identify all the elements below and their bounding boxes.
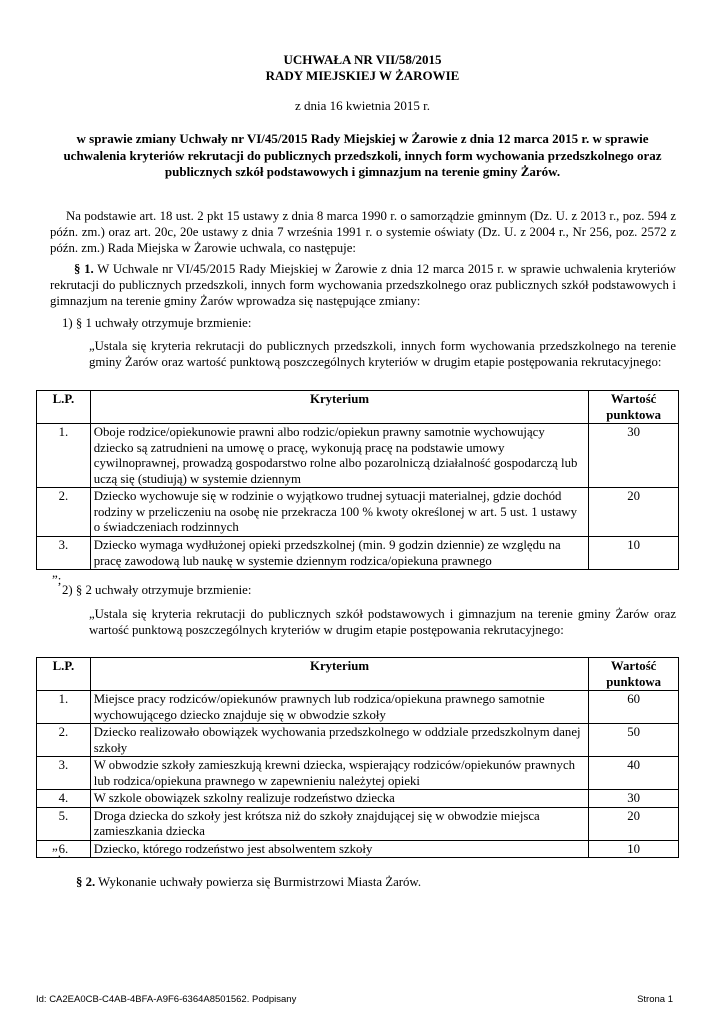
table-header-row [37, 658, 679, 691]
resolution-subject: w sprawie zmiany Uchwały nr VI/45/2015 Rady Miejskiej w Żarowie z dnia 12 marca 2015 r. w sprawie uchwalenia kryteriów rekrutacji do publicznych przedszkoli, innych form wychowania przedszkolnego oraz publicznych szkół podstawowych i gimnazjum na terenie gminy Żarów. [63, 131, 662, 179]
col-header-lp: L.P. [37, 391, 91, 424]
row-value: 10 [589, 537, 679, 570]
col-header-value [589, 391, 679, 424]
criteria-table-preschool [36, 390, 679, 570]
section-1-text: W Uchwale nr VI/45/2015 Rady Miejskiej w Żarowie z dnia 12 marca 2015 r. w sprawie uchwalenia kryteriów rekrutacji do publicznych przedszkoli, innych form wychowania przedszkolnego oraz publicznych szkół podstawowych i gimnazjum na terenie gminy Żarów wprowadza się następujące zmiany: [50, 262, 676, 308]
amendment-quote-2: „Ustala się kryteria rekrutacji do publicznych szkół podstawowych i gimnazjum na terenie gminy Żarów oraz wartość punktową poszczególnych kryteriów w drugim etapie postępowania rekrutacyjnego: [89, 607, 676, 637]
row-lp: 6. [37, 840, 91, 858]
row-lp: 1. [37, 691, 91, 724]
amendment-item-2: 2) § 2 uchwały otrzymuje brzmienie: [62, 583, 252, 597]
row-criterion: Dziecko wychowuje się w rodzinie o wyjątkowo trudnej sytuacji materialnej, gdzie dochód rodziny w przeliczeniu na osobę nie przekracza 100 % kwoty określonej w art. 5 ust. 1 ustawy o świadczeniach rodzinnych [90, 488, 588, 537]
row-lp: 1. [37, 424, 91, 488]
col-header-lp: L.P. [37, 658, 91, 691]
col-header-value-line1: Wartość [610, 659, 657, 673]
row-criterion: Dziecko realizowało obowiązek wychowania przedszkolnego w oddziale przedszkolnym danej szkoły [90, 724, 588, 757]
title-line-1: UCHWAŁA NR VII/58/2015 [283, 52, 442, 67]
row-value: 20 [589, 488, 679, 537]
row-lp: 5. [37, 807, 91, 840]
table-row [37, 691, 679, 724]
title-line-2: RADY MIEJSKIEJ W ŻAROWIE [265, 68, 460, 83]
col-header-value [589, 658, 679, 691]
section-1-paragraph [50, 261, 676, 309]
row-criterion: Droga dziecka do szkoły jest krótsza niż do szkoły znajdującej się w obwodzie miejsca zamieszkania dziecka [90, 807, 588, 840]
col-header-criterion: Kryterium [90, 658, 588, 691]
row-lp: 4. [37, 790, 91, 808]
row-lp: 2. [37, 724, 91, 757]
row-criterion: Oboje rodzice/opiekunowie prawni albo rodzic/opiekun prawny samotnie wychowujący dziecko są zatrudnieni na umowę o pracę, wykonują pracę na podstawie umowy cywilnoprawnej, prowadzą gospodarstwo rolne albo pozarolniczą działalność gospodarczą lub uczą się (studiują) w systemie dziennym [90, 424, 588, 488]
amendment-quote-1: „Ustala się kryteria rekrutacji do publicznych przedszkoli, innych form wychowania przedszkolnego na terenie gminy Żarów oraz wartość punktową poszczególnych kryteriów w drugim etapie postępowania rekrutacyjnego: [89, 339, 676, 369]
table-row [37, 790, 679, 808]
row-lp: 2. [37, 488, 91, 537]
row-lp: 3. [37, 757, 91, 790]
row-value: 20 [589, 807, 679, 840]
col-header-value-line2: punktowa [606, 674, 662, 689]
section-1-label: § 1. [74, 262, 94, 276]
criteria-table-school [36, 657, 679, 858]
table-row [37, 724, 679, 757]
col-header-value-line2: punktowa [606, 407, 662, 422]
legal-basis-paragraph: Na podstawie art. 18 ust. 2 pkt 15 ustawy z dnia 8 marca 1990 r. o samorządzie gminnym (Dz. U. z 2013 r., poz. 594 z późn. zm.) oraz art. 20c, 20e ustawy z dnia 7 września 1991 r. o systemie oświaty (Dz. U. z 2004 r., Nr 256, poz. 2572 z późn. zm.) Rada Miejska w Żarowie uchwala, co następuje: [50, 209, 676, 255]
row-criterion: Dziecko wymaga wydłużonej opieki przedszkolnej (min. 9 godzin dziennie) ze względu na pracę zawodową lub naukę w systemie dziennym rodzica/opiekuna prawnego [90, 537, 588, 570]
row-value: 50 [589, 724, 679, 757]
row-value: 30 [589, 424, 679, 488]
resolution-title [0, 52, 725, 84]
col-header-value-line1: Wartość [610, 392, 657, 406]
section-2-paragraph [76, 874, 421, 890]
amendment-item-1: 1) § 1 uchwały otrzymuje brzmienie: [62, 316, 252, 330]
table-row [37, 807, 679, 840]
row-value: 40 [589, 757, 679, 790]
section-2-label: § 2. [76, 875, 96, 889]
table-row [37, 488, 679, 537]
row-lp: 3. [37, 537, 91, 570]
footer-page-number: Strona 1 [637, 994, 673, 1005]
row-criterion: Miejsce pracy rodziców/opiekunów prawnych lub rodzica/opiekuna prawnego samotnie wychowującego dziecko znajduje się w obwodzie szkoły [90, 691, 588, 724]
closing-quote-1: ”; [52, 572, 62, 587]
table-row [37, 840, 679, 858]
row-criterion: W obwodzie szkoły zamieszkują krewni dziecka, wspierający rodziców/opiekunów prawnych lub rodzica/opiekuna prawnego w zapewnieniu należytej opieki [90, 757, 588, 790]
row-value: 60 [589, 691, 679, 724]
section-2-text: Wykonanie uchwały powierza się Burmistrzowi Miasta Żarów. [95, 875, 422, 889]
footer-document-id: Id: CA2EA0CB-C4AB-4BFA-A9F6-6364A8501562. Podpisany [36, 994, 297, 1005]
row-value: 30 [589, 790, 679, 808]
row-value: 10 [589, 840, 679, 858]
resolution-date: z dnia 16 kwietnia 2015 r. [294, 98, 431, 113]
table-header-row [37, 391, 679, 424]
table-row [37, 537, 679, 570]
row-criterion: W szkole obowiązek szkolny realizuje rodzeństwo dziecka [90, 790, 588, 808]
table-row [37, 424, 679, 488]
col-header-criterion: Kryterium [90, 391, 588, 424]
closing-quote-2: ”. [52, 845, 62, 860]
table-row [37, 757, 679, 790]
row-criterion: Dziecko, którego rodzeństwo jest absolwentem szkoły [90, 840, 588, 858]
